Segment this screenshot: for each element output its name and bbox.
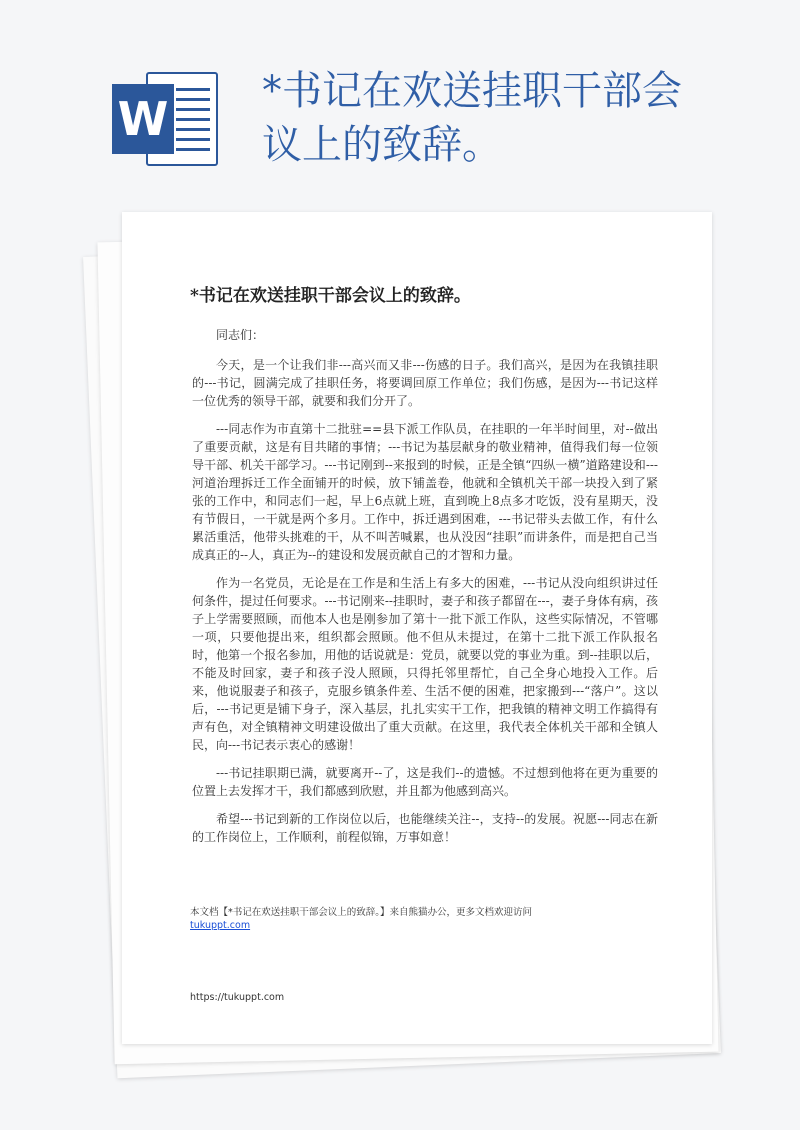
footer-url[interactable]: https://tukuppt.com <box>190 992 285 1003</box>
word-document-icon <box>112 72 218 166</box>
document-title: *书记在欢送挂职干部会议上的致辞。 <box>190 286 471 306</box>
paragraph: 希望---书记到新的工作岗位以后，也能继续关注--，支持--的发展。祝愿---同志在新的工作岗位上，工作顺利，前程似锦，万事如意！ <box>192 812 658 844</box>
paragraph: ---书记挂职期已满，就要离开--了，这是我们--的遗憾。不过想到他将在更为重要的位置上去发挥才干，我们都感到欣慰，并且都为他感到高兴。 <box>192 766 658 798</box>
paragraph: 今天，是一个让我们非---高兴而又非---伤感的日子。我们高兴，是因为在我镇挂职的---书记，圆满完成了挂职任务，将要调回原工作单位；我们伤感，是因为---书记这样一位优秀的领导干部，就要和我们分开了。 <box>192 358 658 408</box>
document-body <box>192 326 658 856</box>
header <box>0 0 800 200</box>
source-footnote <box>190 906 660 932</box>
footnote-text: 本文档【*书记在欢送挂职干部会议上的致辞。】来自熊猫办公，更多文档欢迎访问 <box>190 907 533 918</box>
document-page <box>122 212 712 1044</box>
paragraph-salutation: 同志们： <box>216 328 265 342</box>
paragraph: 作为一名党员，无论是在工作是和生活上有多大的困难，---书记从没向组织讲过任何条件，提过任何要求。---书记刚来--挂职时，妻子和孩子都留在---，妻子身体有病，孩子上学需要照顾，而他本人也是刚参加了第十一批下派工作队，这些实际情况，不管哪一项，只要他提出来，组织都会照顾。他不但从未提过，在第十二批下派工作队报名时，他第一个报名参加，用他的话说就是：党员，就要以党的事业为重。到--挂职以后，不能及时回家，妻子和孩子没人照顾，只得托邻里帮忙，自己全身心地投入工作。后来，他说服妻子和孩子，克服乡镇条件差、生活不便的困难，把家搬到---“落户”。这以后，---书记更是铺下身子，深入基层，扎扎实实干工作，把我镇的精神文明工作搞得有声有色，对全镇精神文明建设做出了重大贡献。在这里，我代表全体机关干部和全镇人民，向---书记表示衷心的感谢！ <box>192 576 658 752</box>
page-title: *书记在欢送挂职干部会议上的致辞。 <box>262 68 682 168</box>
footnote-link[interactable]: tukuppt.com <box>190 920 251 931</box>
word-w-badge: W <box>112 84 174 154</box>
paragraph: ---同志作为市直第十二批驻==县下派工作队员，在挂职的一年半时间里，对--做出了重要贡献，这是有目共睹的事情；---书记为基层献身的敬业精神，值得我们每一位领导干部、机关干部学习。---书记刚到--来报到的时候，正是全镇“四纵一横”道路建设和---河道治理拆迁工作全面铺开的时候，放下铺盖卷，他就和全镇机关干部一块投入到了紧张的工作中，和同志们一起，早上6点就上班，直到晚上8点多才吃饭，没有星期天，没有节假日，一干就是两个多月。工作中，拆迁遇到困难，---书记带头去做工作，有什么累活重活，他带头挑难的干，从不叫苦喊累，也从没因“挂职”而讲条件，而是把自己当成真正的--人，真正为--的建设和发展贡献自己的才智和力量。 <box>192 422 658 562</box>
